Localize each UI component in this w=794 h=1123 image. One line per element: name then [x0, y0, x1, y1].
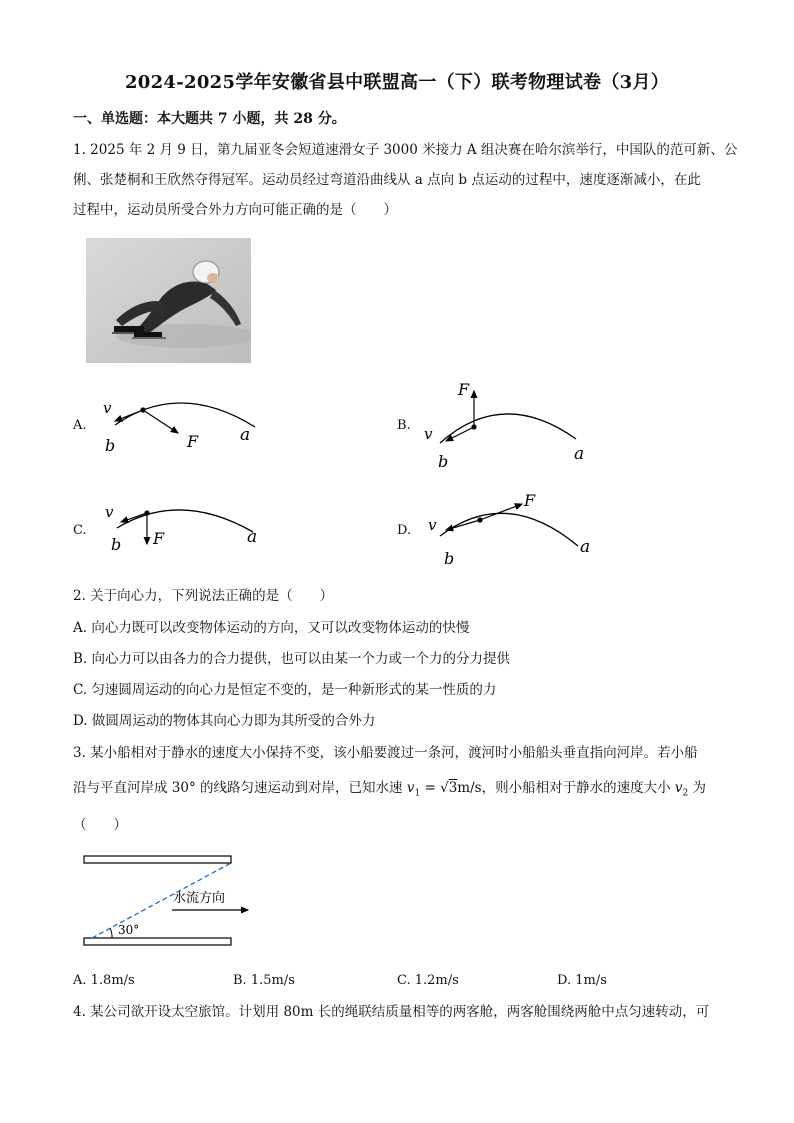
- subscript-2: 2: [682, 788, 689, 799]
- q4-line-1: 4. 某公司欲开设太空旅馆。计划用 80m 长的绳联结质量相等的两客舱，两客舱围绕两舱中点匀速转动，可: [73, 1004, 710, 1020]
- q3-option-a: A. 1.8m/s: [73, 973, 135, 988]
- q1-line-1: 1. 2025 年 2 月 9 日，第九届亚冬会短道速滑女子 3000 米接力 A 组决赛在哈尔滨举行，中国队的范可新、公: [73, 142, 738, 158]
- point-b-label: b: [438, 452, 449, 470]
- q3-option-d: D. 1m/s: [557, 973, 607, 988]
- force-label: F: [153, 529, 165, 548]
- q3-line-2-text: 沿与平直河岸成 30° 的线路匀速运动到对岸，已知水速: [73, 780, 407, 796]
- unit-text: m/s: [457, 780, 482, 796]
- velocity-label: v: [105, 503, 114, 521]
- far-bank: [84, 856, 231, 863]
- point-b-label: b: [105, 436, 116, 455]
- q3-line-3: （ ）: [73, 817, 127, 833]
- section-heading: 一、单选题：本大题共 7 小题，共 28 分。: [73, 111, 346, 127]
- q3-line-2: [73, 778, 706, 804]
- point-a-label: a: [240, 425, 251, 445]
- q3-option-c: C. 1.2m/s: [397, 973, 459, 988]
- q1-option-b-diagram: [418, 375, 598, 470]
- force-label: F: [458, 380, 470, 399]
- symbol-v1: v: [406, 780, 415, 796]
- q1-option-c-label: C.: [73, 523, 87, 538]
- velocity-label: v: [428, 516, 437, 534]
- equals-sign: =: [420, 780, 441, 796]
- point-b-label: b: [111, 535, 122, 554]
- q3-line-2-text-b: ，则小船相对于静水的速度大小: [481, 780, 675, 796]
- q3-option-b: B. 1.5m/s: [233, 973, 295, 988]
- angle-label: 30°: [118, 923, 140, 937]
- flow-direction-label: 水流方向: [173, 891, 226, 906]
- q1-line-3: 过程中，运动员所受合外力方向可能正确的是（ ）: [73, 202, 397, 218]
- near-bank: [84, 938, 231, 945]
- force-label: F: [524, 491, 536, 510]
- point-a-label: a: [247, 527, 258, 547]
- velocity-label: v: [424, 425, 433, 443]
- force-label: F: [187, 432, 199, 451]
- q2-option-d: D. 做圆周运动的物体其向心力即为其所受的合外力: [73, 713, 376, 729]
- q1-option-a-label: A.: [73, 418, 87, 433]
- point-b-label: b: [444, 549, 455, 566]
- q2-option-a: A. 向心力既可以改变物体运动的方向，又可以改变物体运动的快慢: [73, 620, 470, 636]
- sqrt-symbol: √: [440, 780, 449, 796]
- q1-line-2: 俐、张楚桐和王欣然夺得冠军。运动员经过弯道沿曲线从 a 点向 b 点运动的过程中，速度逐渐减小，在此: [73, 172, 701, 188]
- symbol-v2: v: [674, 780, 683, 796]
- q1-option-c-diagram: [95, 492, 275, 562]
- subscript-1: 1: [414, 788, 421, 799]
- q2-option-b: B. 向心力可以由各力的合力提供，也可以由某一个力或一个力的分力提供: [73, 651, 511, 667]
- skater-photo: [86, 238, 251, 363]
- q3-line-2-text-c: 为: [688, 780, 707, 796]
- page-title: 2024-2025学年安徽省县中联盟高一（下）联考物理试卷（3月）: [124, 72, 670, 93]
- point-a-label: a: [580, 537, 591, 557]
- q1-option-b-label: B.: [397, 418, 411, 433]
- velocity-label: v: [103, 399, 112, 417]
- q1-option-d-diagram: [418, 486, 598, 566]
- river-crossing-diagram: [80, 852, 255, 952]
- q1-option-d-label: D.: [397, 523, 412, 538]
- q1-option-a-diagram: [95, 385, 275, 460]
- point-a-label: a: [574, 444, 585, 464]
- q3-line-1: 3. 某小船相对于静水的速度大小保持不变，该小船要渡过一条河，渡河时小船船头垂直指向河岸。若小船: [73, 745, 698, 761]
- q2-stem: 2. 关于向心力，下列说法正确的是（ ）: [73, 588, 334, 604]
- q2-option-c: C. 匀速圆周运动的向心力是恒定不变的，是一种新形式的某一性质的力: [73, 682, 497, 698]
- sqrt-value: 3: [448, 780, 458, 796]
